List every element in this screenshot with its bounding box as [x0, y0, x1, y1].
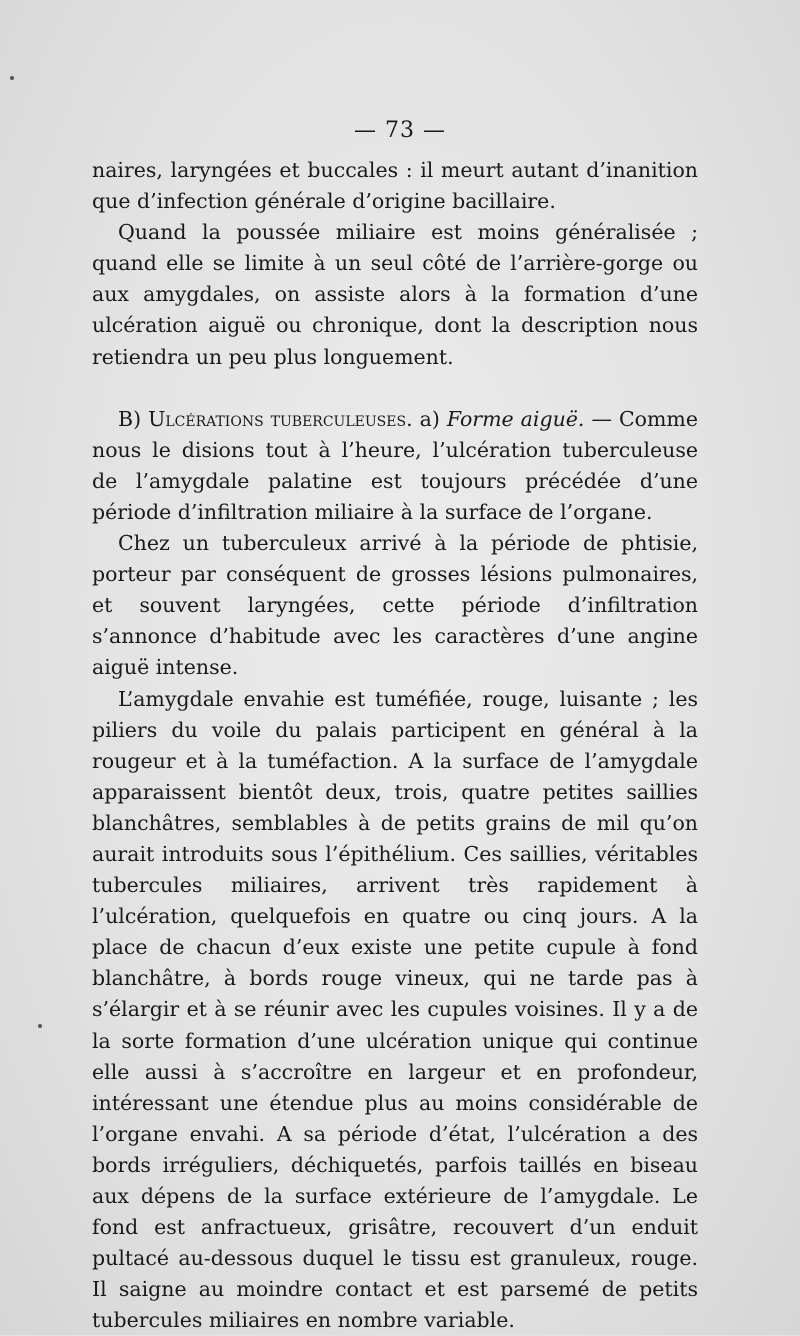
section-heading: Ulcérations tuberculeuses.	[148, 407, 413, 431]
section-paragraph	[92, 404, 698, 528]
section-letter: B)	[118, 407, 141, 431]
paragraph: Quand la poussée miliaire est moins généralisée ; quand elle se limite à un seul côté de l’arrière-gorge ou aux amygdales, on assiste alors à la formation d’une ulcération aiguë ou chronique, dont la description nous retiendra un peu plus longuement.	[92, 217, 698, 372]
subsection-letter: a)	[420, 407, 440, 431]
margin-speck	[38, 1024, 42, 1028]
section-text: — Comme nous le disions tout à l’heure, l’ulcération tuberculeuse de l’amygdale palatine est toujours précédée d’une période d’infiltration miliaire à la surface de l’organe.	[92, 407, 698, 524]
body-text	[92, 155, 698, 1336]
page-number: — 73 —	[0, 118, 800, 143]
paragraph: naires, laryngées et buccales : il meurt autant d’inanition que d’infection générale d’origine bacillaire.	[92, 155, 698, 217]
subsection-heading: Forme aiguë.	[447, 407, 585, 431]
paragraph: Chez un tuberculeux arrivé à la période de phtisie, porteur par conséquent de grosses lésions pulmonaires, et souvent laryngées, cette période d’infiltration s’annonce d’habitude avec les caractères d’une angine aiguë intense.	[92, 528, 698, 683]
paragraph: L’amygdale envahie est tuméfiée, rouge, luisante ; les piliers du voile du palais participent en général à la rougeur et à la tuméfaction. A la surface de l’amygdale apparaissent bientôt deux, trois, quatre petites saillies blanchâtres, semblables à de petits grains de mil qu’on aurait introduits sous l’épithélium. Ces saillies, véritables tubercules miliaires, arrivent très rapidement à l’ulcération, quelquefois en quatre ou cinq jours. A la place de chacun d’eux existe une petite cupule à fond blanchâtre, à bords rouge vineux, qui ne tarde pas à s’élargir et à se réunir avec les cupules voisines. Il y a de la sorte formation d’une ulcération unique qui continue elle aussi à s’accroître en largeur et en profondeur, intéressant une étendue plus au moins considérable de l’organe envahi. A sa période d’état, l’ulcération a des bords irréguliers, déchiquetés, parfois taillés en biseau aux dépens de la surface extérieure de l’amygdale. Le fond est anfractueux, grisâtre, recouvert d’un enduit pultacé au-dessous duquel le tissu est granuleux, rouge. Il saigne au moindre contact et est parsemé de petits tubercules miliaires en nombre variable.	[92, 684, 698, 1336]
margin-speck	[10, 76, 14, 80]
